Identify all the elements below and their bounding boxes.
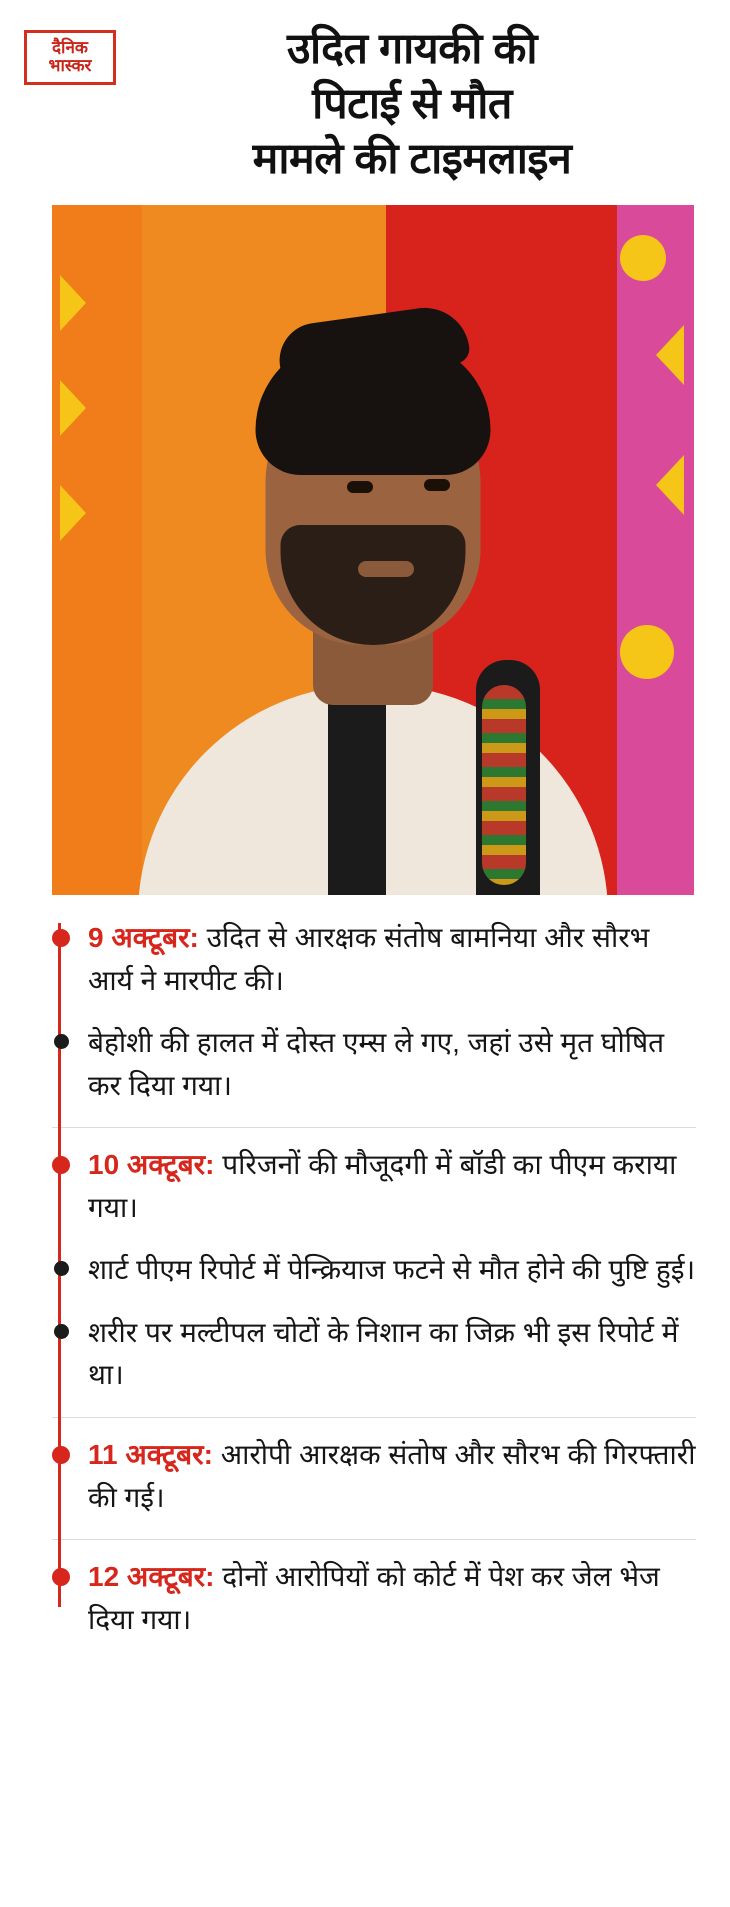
timeline-separator <box>52 1127 696 1128</box>
brand-logo <box>24 30 116 85</box>
timeline-item-text <box>88 1434 696 1519</box>
timeline-item <box>88 1434 696 1525</box>
timeline-item-body: उदित से आरक्षक संतोष बामनिया और सौरभ आर्य ने मारपीट की। <box>88 922 650 996</box>
eye-right-shape <box>424 479 450 491</box>
timeline-item-text <box>88 1144 696 1229</box>
page-title-line2: पिटाई से मौत <box>312 80 512 129</box>
page-title-line3: मामले की टाइमलाइन <box>252 135 572 184</box>
timeline-item-body: परिजनों की मौजूदगी में बॉडी का पीएम कराया गया। <box>88 1149 677 1223</box>
photo-background <box>52 205 694 895</box>
timeline-item <box>88 917 696 1008</box>
header <box>0 0 730 187</box>
timeline-dot-icon <box>54 1034 69 1049</box>
timeline-dot-icon <box>54 1324 69 1339</box>
page-title-line1: उदित गायकी की <box>286 25 538 73</box>
timeline-item-body: दोनों आरोपियों को कोर्ट में पेश कर जेल भेज दिया गया। <box>88 1561 660 1635</box>
timeline-item-text <box>88 1312 696 1397</box>
timeline-item-text <box>88 917 696 1002</box>
brand-logo-line2: भास्कर <box>48 55 92 75</box>
hero-photo <box>52 205 694 895</box>
timeline-dot-icon <box>52 929 70 947</box>
timeline-item <box>88 1022 696 1113</box>
timeline-dot-icon <box>52 1568 70 1586</box>
eye-left-shape <box>347 481 373 493</box>
timeline-separator <box>52 1539 696 1540</box>
timeline-item-body: शार्ट पीएम रिपोर्ट में पेन्क्रियाज फटने से मौत होने की पुष्टि हुई। <box>88 1254 696 1286</box>
timeline <box>52 917 696 1647</box>
timeline-item-date: 12 अक्टूबर: <box>88 1561 215 1593</box>
timeline-item-text <box>88 1556 696 1641</box>
timeline-separator <box>52 1417 696 1418</box>
timeline-item-text <box>88 1249 696 1292</box>
timeline-item-body: आरोपी आरक्षक संतोष और सौरभ की गिरफ्तारी की गई। <box>88 1439 696 1513</box>
timeline-item <box>88 1249 696 1298</box>
timeline-item <box>88 1144 696 1235</box>
brand-logo-line1: दैनिक <box>52 38 88 57</box>
timeline-dot-icon <box>54 1261 69 1276</box>
timeline-item-date: 9 अक्टूबर: <box>88 922 199 954</box>
timeline-item-body: शरीर पर मल्टीपल चोटों के निशान का जिक्र भी इस रिपोर्ट में था। <box>88 1316 679 1391</box>
page-title <box>130 22 700 187</box>
timeline-item-body: बेहोशी की हालत में दोस्त एम्स ले गए, जहां उसे मृत घोषित कर दिया गया। <box>88 1027 665 1101</box>
timeline-item <box>88 1312 696 1403</box>
timeline-dot-icon <box>52 1446 70 1464</box>
timeline-item <box>88 1556 696 1647</box>
timeline-dot-icon <box>52 1156 70 1174</box>
timeline-item-text <box>88 1022 696 1107</box>
timeline-item-date: 10 अक्टूबर: <box>88 1149 215 1181</box>
timeline-item-date: 11 अक्टूबर: <box>88 1439 213 1471</box>
garland-shape <box>482 685 526 885</box>
person-portrait <box>52 205 694 895</box>
mouth-shape <box>358 561 414 577</box>
